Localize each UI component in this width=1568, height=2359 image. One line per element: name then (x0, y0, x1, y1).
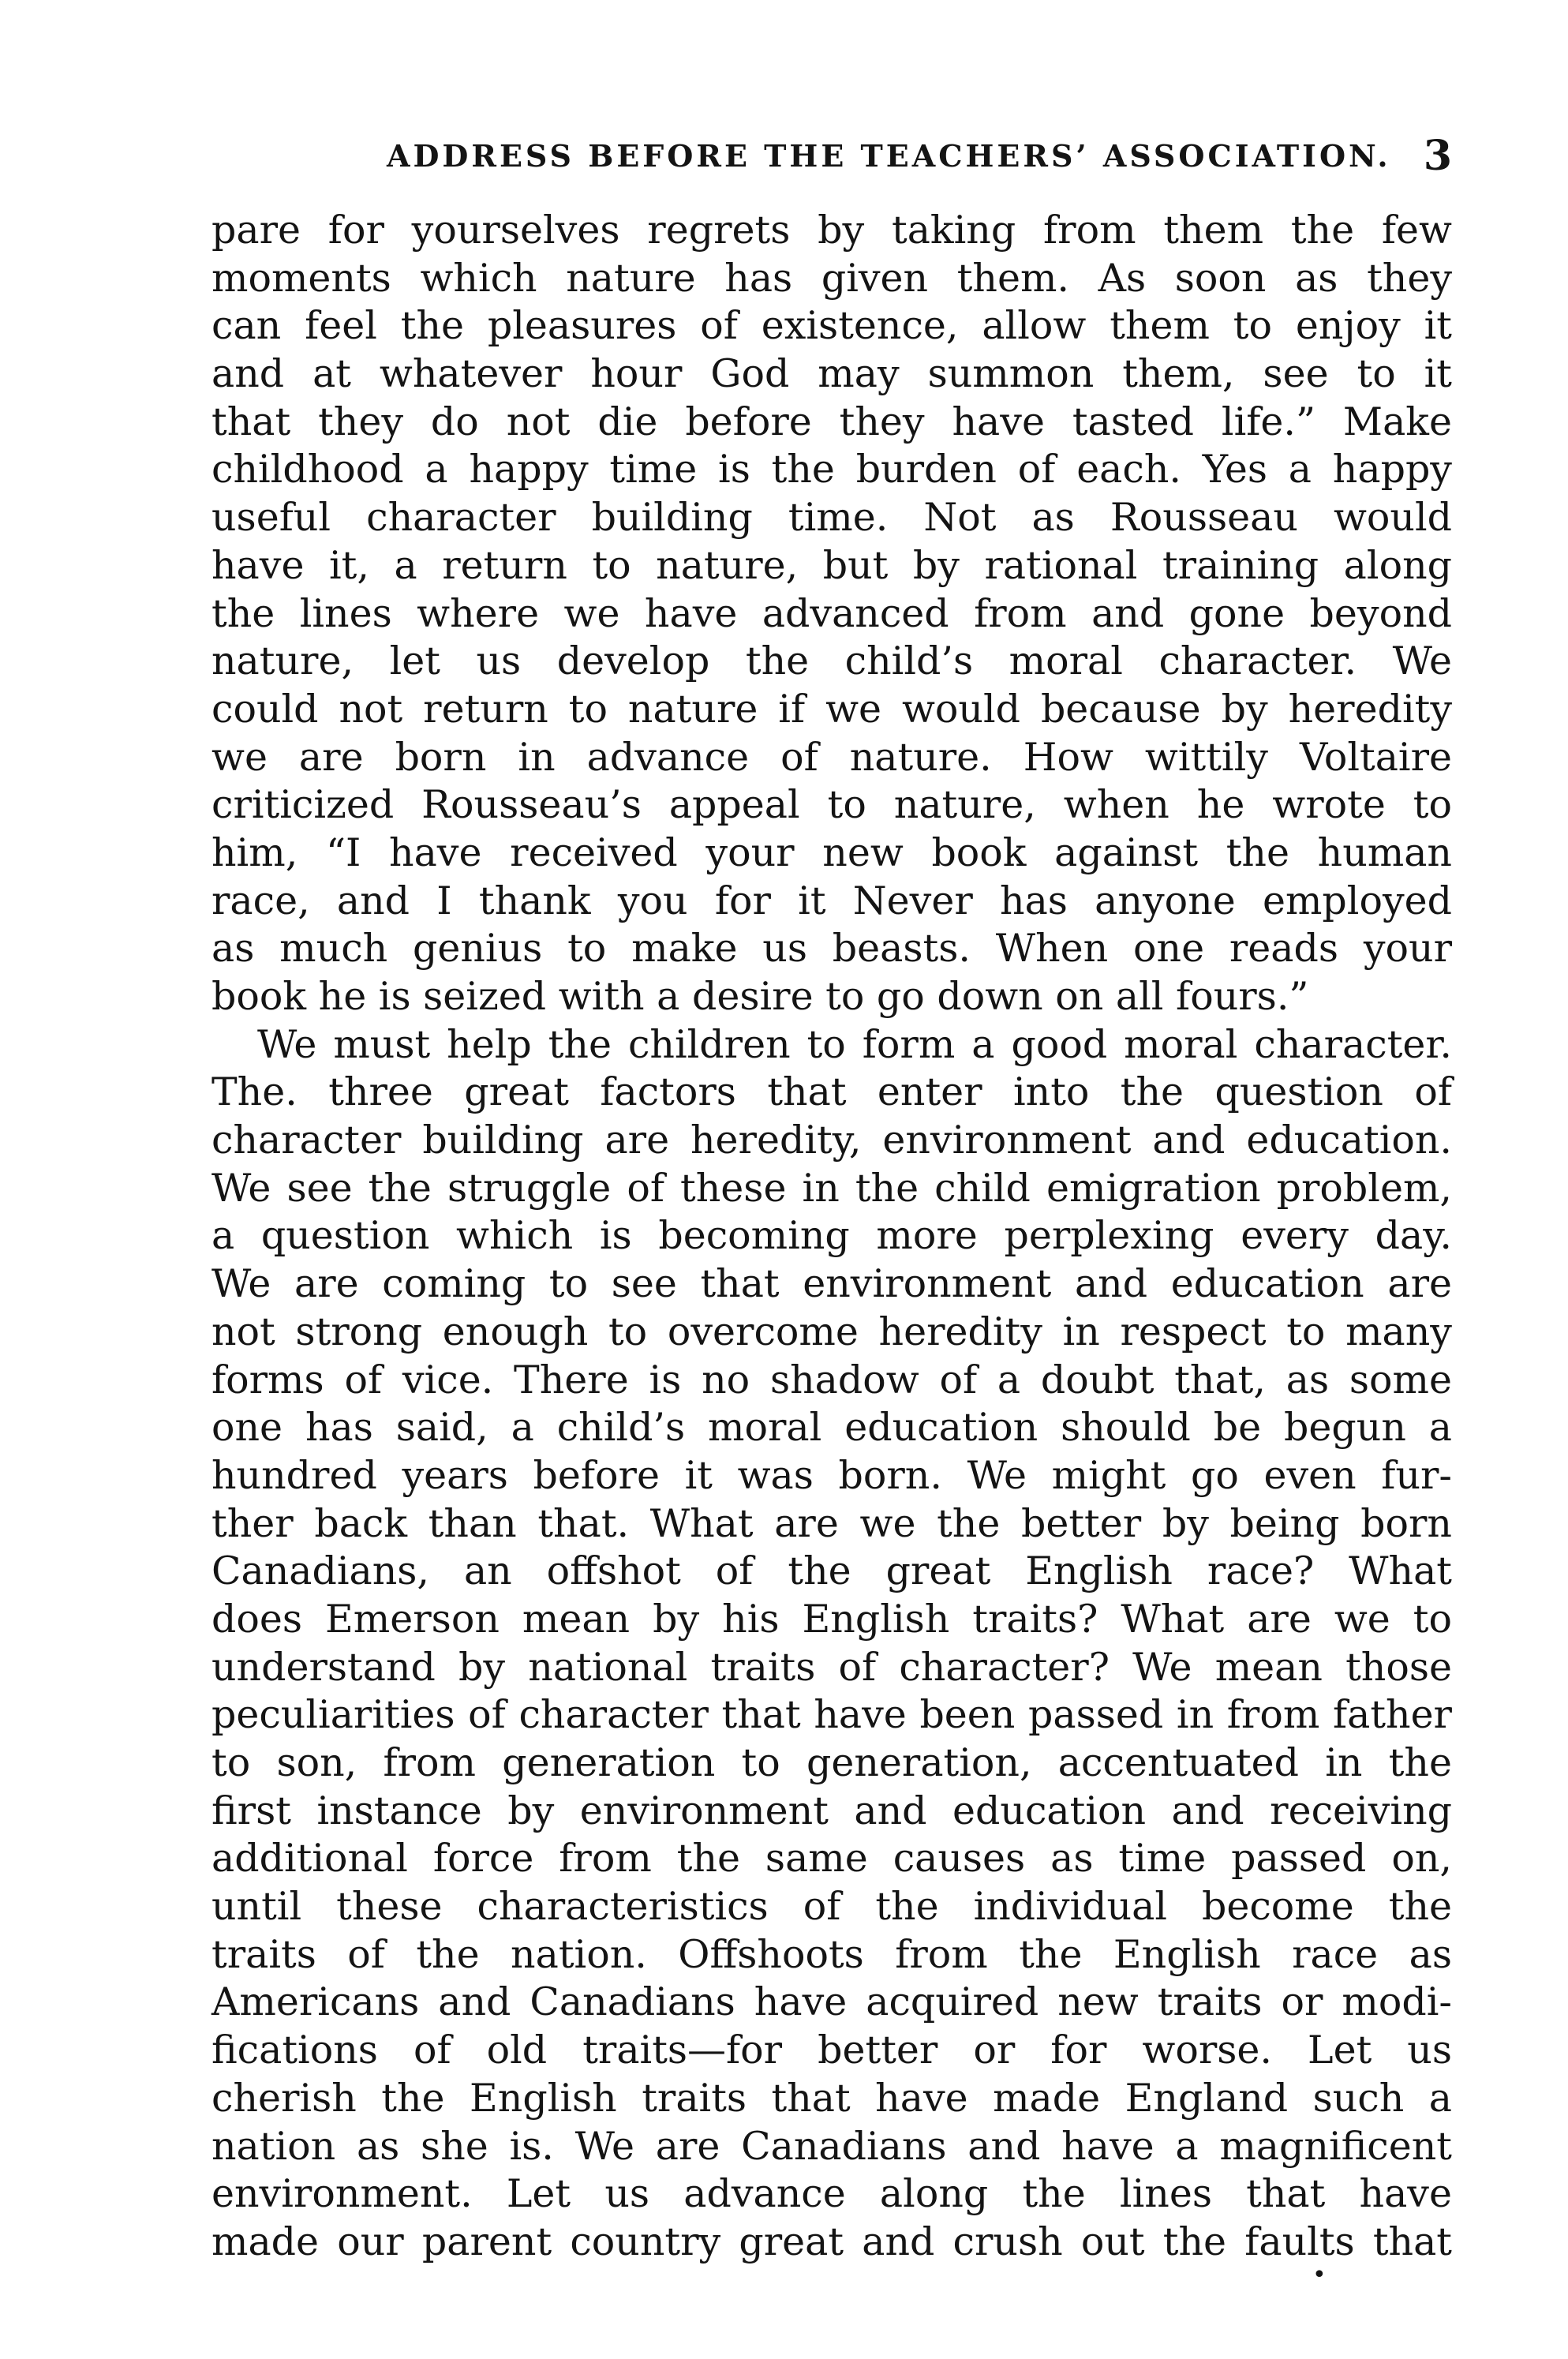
footer-mark: • (1312, 2261, 1327, 2289)
text-line: hundred years before it was born. We might go even fur- (211, 1452, 1452, 1498)
text-line: the lines where we have advanced from and gone beyond (211, 590, 1452, 636)
text-line: can feel the pleasures of existence, allow them to enjoy it (211, 303, 1452, 349)
text-line: Americans and Canadians have acquired new traits or modi- (211, 1979, 1452, 2025)
body-text (211, 207, 1452, 2267)
text-line: have it, a return to nature, but by rational training along (211, 542, 1452, 588)
text-line: until these characteristics of the individual become the (211, 1884, 1452, 1930)
text-line: does Emerson mean by his English traits? What are we to (211, 1596, 1452, 1642)
text-line: fications of old traits—for better or for worse. Let us (211, 2028, 1452, 2073)
text-line: We are coming to see that environment and education are (211, 1261, 1452, 1307)
text-line: childhood a happy time is the burden of each. Yes a happy (211, 447, 1452, 492)
text-line: not strong enough to overcome heredity in respect to many (211, 1309, 1452, 1354)
text-line: book he is seized with a desire to go down on all fours.” (211, 974, 1309, 1019)
text-line: as much genius to make us beasts. When one reads your (211, 926, 1452, 972)
text-line: we are born in advance of nature. How wittily Voltaire (211, 734, 1452, 780)
running-title: ADDRESS BEFORE THE TEACHERS’ ASSOCIATION. (387, 138, 1391, 174)
text-line: nature, let us develop the child’s moral character. We (211, 638, 1452, 684)
text-line: understand by national traits of character? We mean those (211, 1644, 1452, 1690)
text-line: to son, from generation to generation, accentuated in the (211, 1740, 1452, 1785)
text-line: first instance by environment and education and receiving (211, 1788, 1452, 1833)
text-line: moments which nature has given them. As soon as they (211, 255, 1452, 301)
text-line: one has said, a child’s moral education should be begun a (211, 1405, 1452, 1451)
text-line: criticized Rousseau’s appeal to nature, when he wrote to (211, 782, 1452, 828)
text-line: peculiarities of character that have been passed in from father (211, 1692, 1452, 1738)
text-line: a question which is becoming more perplexing every day. (211, 1213, 1452, 1259)
text-line: pare for yourselves regrets by taking from them the few (211, 208, 1452, 253)
text-line: environment. Let us advance along the lines that have (211, 2171, 1452, 2217)
text-line: forms of vice. There is no shadow of a doubt that, as some (211, 1357, 1452, 1402)
paragraph-start-line: We must help the children to form a good moral character. (257, 1021, 1452, 1067)
text-line: additional force from the same causes as time passed on, (211, 1836, 1452, 1882)
text-line: ther back than that. What are we the better by being born (211, 1500, 1452, 1546)
page-number: 3 (1423, 132, 1452, 180)
text-line: traits of the nation. Offshoots from the English race as (211, 1931, 1452, 1977)
text-line: The. three great factors that enter into the question of (211, 1069, 1452, 1115)
text-line: could not return to nature if we would because by heredity (211, 686, 1452, 732)
text-line: and at whatever hour God may summon them, see to it (211, 351, 1452, 397)
text-line: made our parent country great and crush out the faults that (211, 2219, 1452, 2264)
text-line: cherish the English traits that have made England such a (211, 2075, 1452, 2121)
text-line: Canadians, an offshot of the great English race? What (211, 1548, 1452, 1594)
text-line: character building are heredity, environment and education. (211, 1118, 1452, 1163)
running-header (213, 133, 1452, 180)
text-line: that they do not die before they have tasted life.” Make (211, 399, 1452, 444)
text-line: nation as she is. We are Canadians and have a magnificent (211, 2123, 1452, 2169)
text-line: We see the struggle of these in the child emigration problem, (211, 1165, 1452, 1211)
text-line: useful character building time. Not as Rousseau would (211, 495, 1452, 541)
text-line: him, “I have received your new book against the human (211, 829, 1452, 875)
text-line: race, and I thank you for it Never has anyone employed (211, 878, 1452, 923)
